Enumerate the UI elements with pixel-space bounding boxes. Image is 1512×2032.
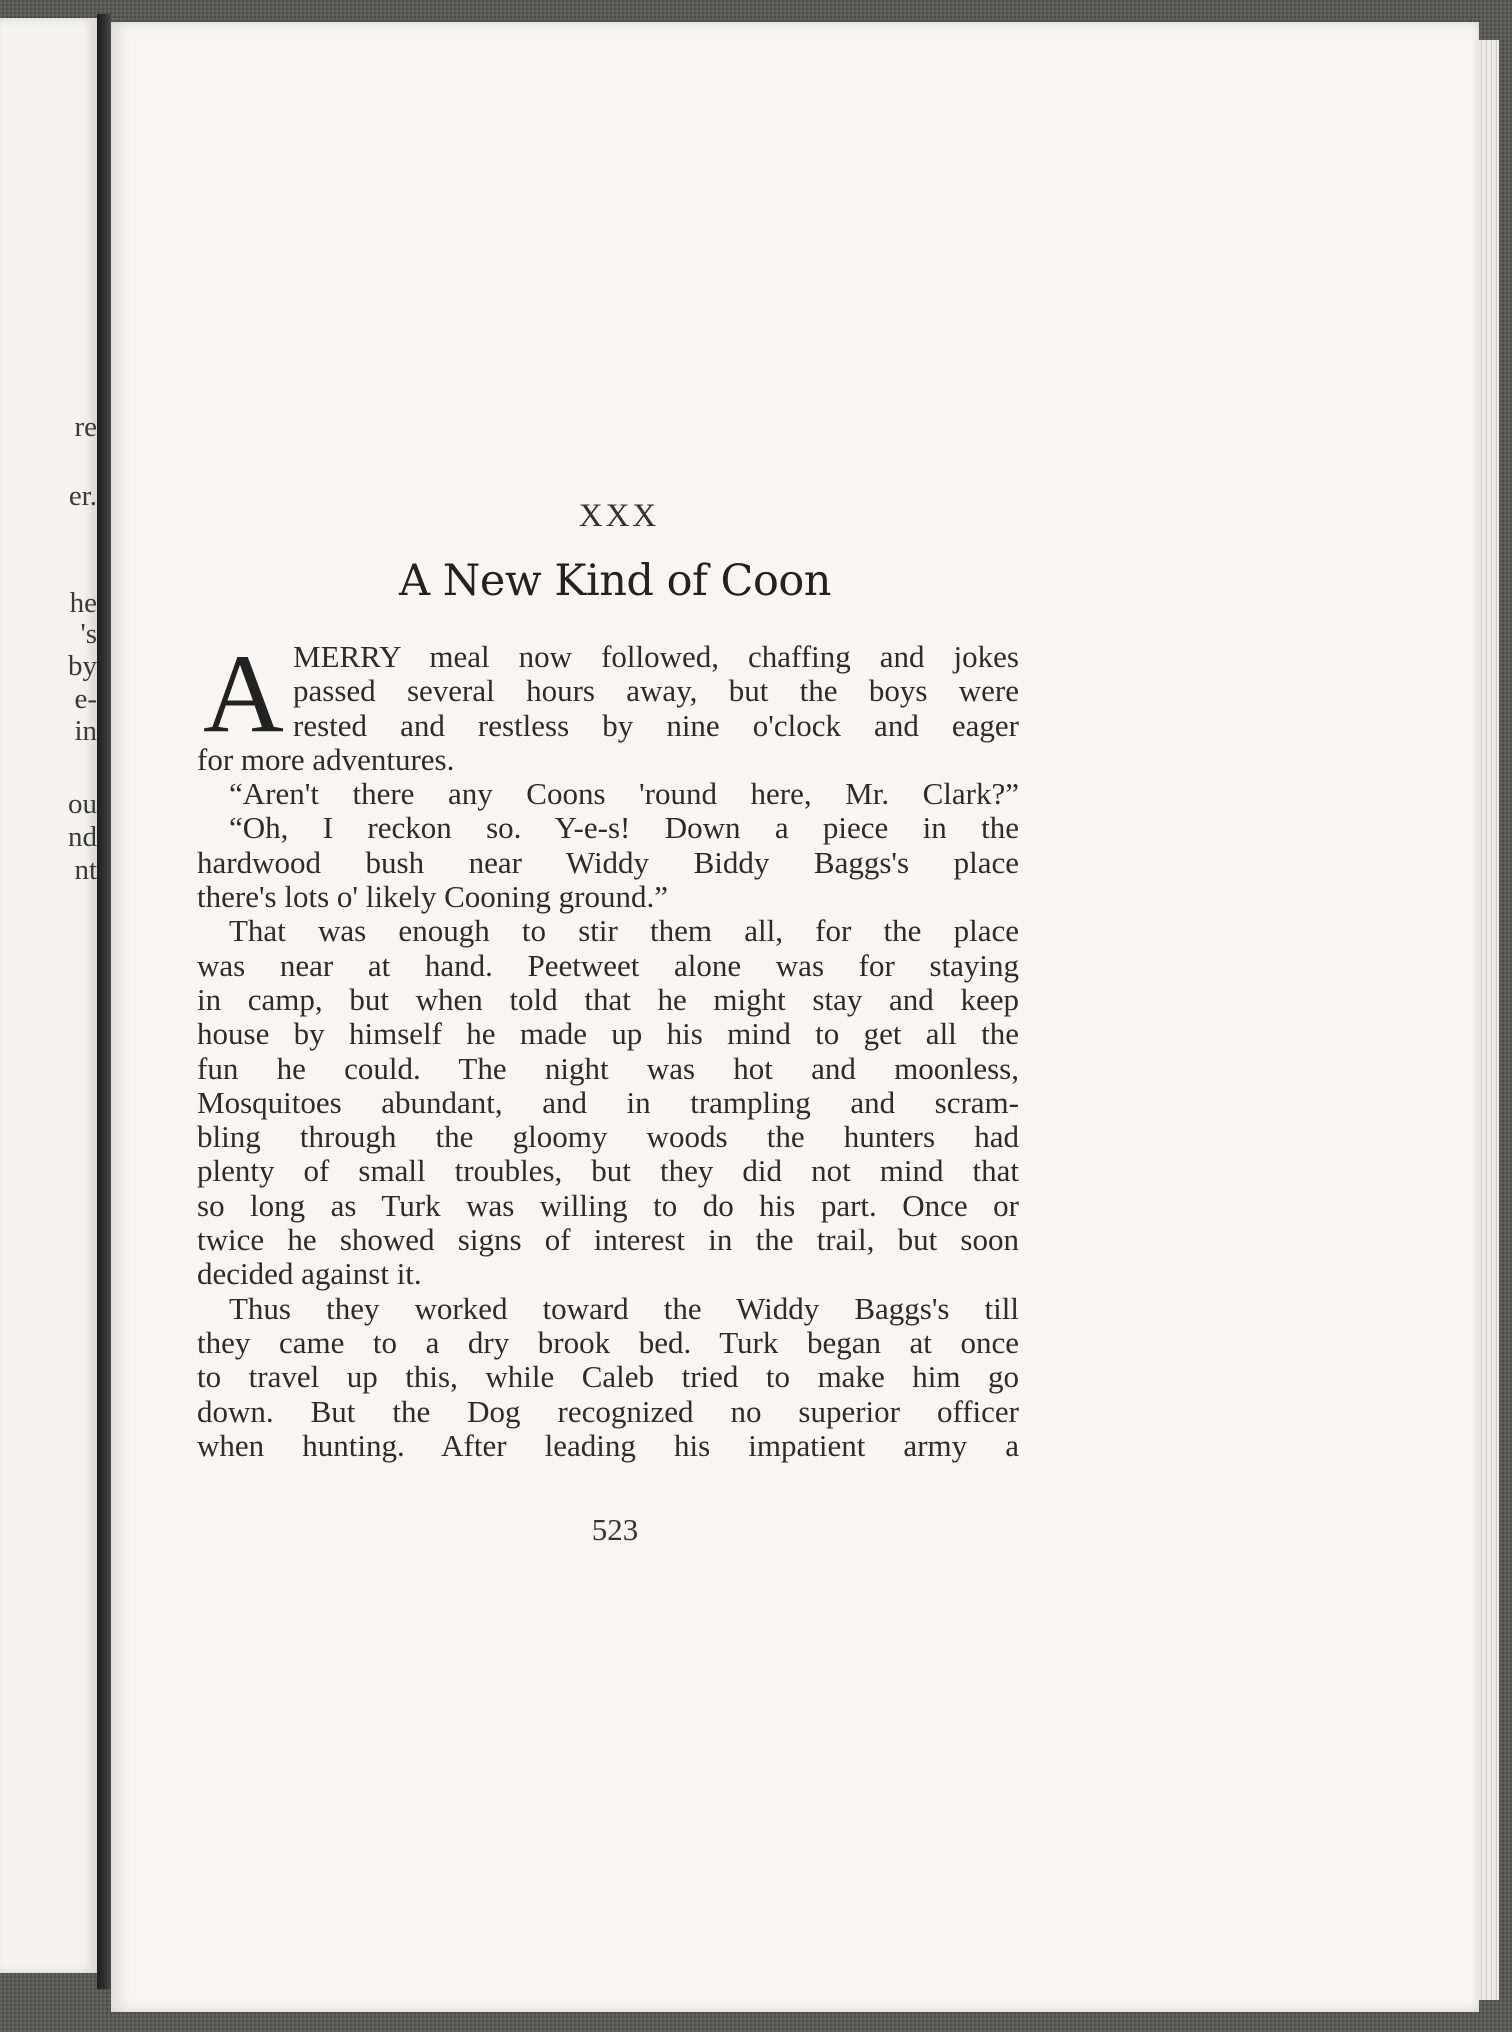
text-line: there's lots o' likely Cooning ground.” (197, 879, 668, 915)
left-page-fragment: ou (68, 788, 97, 820)
drop-cap: A (203, 632, 284, 756)
chapter-number: XXX (578, 498, 660, 534)
body-text (197, 632, 1019, 1463)
text-line: bling through the gloomy woods the hunters had (197, 1119, 1019, 1155)
text-line: Thus they worked toward the Widdy Baggs's till (229, 1290, 1019, 1326)
left-page-fragment: nt (74, 854, 97, 886)
text-line: “Oh, I reckon so. Y-e-s! Down a piece in the (229, 810, 1019, 846)
text-line: passed several hours away, but the boys were (293, 673, 1019, 709)
text-line: was near at hand. Peetweet alone was for staying (197, 947, 1019, 983)
page-edges (1479, 40, 1499, 2000)
left-page (0, 18, 97, 1973)
text-line: That was enough to stir them all, for the place (229, 913, 1019, 949)
left-page-fragment: he (69, 587, 97, 619)
left-page-fragment: in (74, 715, 97, 747)
text-line: they came to a dry brook bed. Turk began at once (197, 1324, 1019, 1360)
left-page-fragment: nd (68, 821, 97, 853)
text-line: MERRY meal now followed, chaffing and jokes (293, 639, 1019, 674)
text-line: Mosquitoes abundant, and in trampling and scram- (197, 1084, 1019, 1120)
text-line: house by himself he made up his mind to get all the (197, 1016, 1019, 1052)
text-line: to travel up this, while Caleb tried to make him go (197, 1359, 1019, 1395)
left-page-fragment: e- (74, 683, 97, 715)
text-line: for more adventures. (197, 741, 455, 777)
book-gutter (97, 14, 111, 1989)
chapter-title: A New Kind of Coon (399, 556, 831, 606)
text-line: decided against it. (197, 1256, 422, 1292)
left-page-fragment: er. (68, 480, 97, 512)
text-line: fun he could. The night was hot and moonless, (197, 1050, 1019, 1086)
text-line: rested and restless by nine o'clock and eager (293, 707, 1019, 743)
page-number: 523 (591, 1512, 639, 1547)
text-line: so long as Turk was willing to do his part. Once or (197, 1187, 1019, 1223)
text-line: plenty of small troubles, but they did not mind that (197, 1153, 1019, 1189)
text-line: when hunting. After leading his impatient army a (197, 1427, 1019, 1463)
text-line: in camp, but when told that he might stay and keep (197, 981, 1019, 1017)
text-line: down. But the Dog recognized no superior officer (197, 1393, 1019, 1429)
left-page-fragment: 's (80, 618, 97, 650)
left-page-fragment: re (74, 411, 97, 443)
left-page-fragment: by (68, 650, 97, 682)
text-line: twice he showed signs of interest in the trail, but soon (197, 1222, 1019, 1258)
text-line: hardwood bush near Widdy Biddy Baggs's place (197, 844, 1019, 880)
text-line: “Aren't there any Coons 'round here, Mr. Clark?” (229, 776, 1019, 812)
